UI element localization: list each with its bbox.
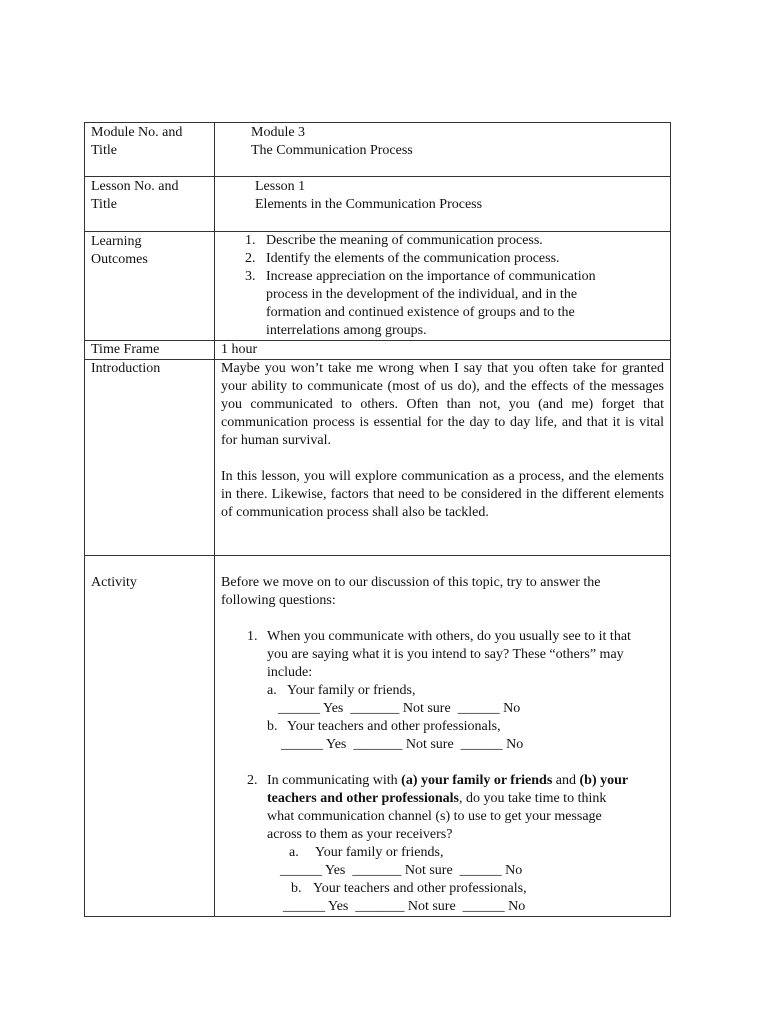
activity-value bbox=[215, 556, 671, 917]
outcome-text: Describe the meaning of communication process. bbox=[266, 233, 543, 248]
outcome-text-line: Increase appreciation on the importance of communication bbox=[266, 269, 596, 284]
question-2-option-b bbox=[221, 880, 664, 898]
outcome-text-line: formation and continued existence of groups and to the bbox=[266, 305, 575, 320]
time-frame-label: Time Frame bbox=[85, 341, 215, 360]
option-text: Your teachers and other professionals, bbox=[287, 719, 501, 734]
option-letter: a. bbox=[289, 845, 299, 860]
question-1-option-b bbox=[221, 718, 664, 736]
module-label-line2: Title bbox=[91, 143, 117, 158]
option-text: Your family or friends, bbox=[315, 845, 444, 860]
lesson-label-line2: Title bbox=[91, 197, 117, 212]
module-title: The Communication Process bbox=[251, 143, 413, 158]
time-frame-row bbox=[85, 341, 671, 360]
outcomes-label-line2: Outcomes bbox=[91, 252, 148, 267]
question-bold-text: (a) your family or friends bbox=[401, 773, 553, 788]
module-row bbox=[85, 123, 671, 177]
outcome-text-line: interrelations among groups. bbox=[266, 323, 427, 338]
outcomes-label bbox=[85, 232, 215, 341]
introduction-value bbox=[215, 360, 671, 556]
activity-label-cell bbox=[85, 556, 215, 917]
answer-line[interactable]: ______ Yes _______ Not sure ______ No bbox=[278, 701, 521, 716]
introduction-row bbox=[85, 360, 671, 556]
module-value bbox=[215, 123, 671, 177]
module-number: Module 3 bbox=[251, 125, 306, 140]
question-number: 1. bbox=[247, 629, 258, 644]
outcome-item bbox=[221, 250, 660, 268]
option-letter: b. bbox=[267, 719, 278, 734]
time-frame-value: 1 hour bbox=[215, 341, 671, 360]
outcomes-label-line1: Learning bbox=[91, 234, 142, 249]
question-text: and bbox=[552, 773, 580, 788]
question-text: When you communicate with others, do you usually see to it that you are saying what it is you intend to say? These “others” may include: bbox=[267, 629, 631, 680]
lesson-row bbox=[85, 177, 671, 232]
question-text: , do you take time to think what communication channel (s) to use to get your message across to them as your receivers? bbox=[267, 791, 607, 842]
module-label-line1: Module No. and bbox=[91, 125, 183, 140]
lesson-label bbox=[85, 177, 215, 232]
outcome-text-line: process in the development of the individual, and in the bbox=[266, 287, 578, 302]
option-letter: b. bbox=[291, 881, 302, 896]
introduction-paragraph: In this lesson, you will explore communication as a process, and the elements in there. Likewise, factors that need to be considered in the different elements of communication process shall also be tackled. bbox=[221, 469, 664, 520]
activity-intro-line: following questions: bbox=[221, 593, 336, 608]
activity-intro-line: Before we move on to our discussion of this topic, try to answer the bbox=[221, 575, 601, 590]
question-2 bbox=[221, 772, 634, 844]
activity-label: Activity bbox=[91, 575, 137, 590]
introduction-paragraph: Maybe you won’t take me wrong when I say that you often take for granted your ability to communicate (most of us do), and the effects of the messages you communicated to others. Often than not, you (and me) forget that communication process is essential for the day to day life, and that it is vital for human survival. bbox=[221, 361, 664, 448]
outcome-number: 3. bbox=[245, 269, 256, 284]
outcome-number: 2. bbox=[245, 251, 256, 266]
lesson-value bbox=[215, 177, 671, 232]
introduction-label: Introduction bbox=[85, 360, 215, 556]
outcomes-value bbox=[215, 232, 671, 341]
outcome-item bbox=[221, 232, 660, 250]
option-text: Your family or friends, bbox=[287, 683, 416, 698]
outcomes-list bbox=[221, 232, 664, 340]
module-label bbox=[85, 123, 215, 177]
answer-line[interactable]: ______ Yes _______ Not sure ______ No bbox=[281, 737, 524, 752]
question-bold-text: (b) your teachers and other professionals bbox=[267, 773, 628, 806]
lesson-label-line1: Lesson No. and bbox=[91, 179, 179, 194]
question-text: In communicating with bbox=[267, 773, 402, 788]
activity-row bbox=[85, 556, 671, 917]
question-2-option-a bbox=[221, 844, 664, 862]
option-letter: a. bbox=[267, 683, 277, 698]
outcome-item bbox=[221, 268, 660, 340]
module-table bbox=[84, 122, 671, 917]
question-1-option-a bbox=[221, 682, 664, 700]
outcomes-row bbox=[85, 232, 671, 341]
lesson-title: Elements in the Communication Process bbox=[255, 197, 483, 212]
answer-line[interactable]: ______ Yes _______ Not sure ______ No bbox=[283, 899, 526, 914]
answer-line[interactable]: ______ Yes _______ Not sure ______ No bbox=[280, 863, 523, 878]
lesson-number: Lesson 1 bbox=[255, 179, 306, 194]
option-text: Your teachers and other professionals, bbox=[313, 881, 527, 896]
outcome-number: 1. bbox=[245, 233, 256, 248]
outcome-text: Identify the elements of the communication process. bbox=[266, 251, 560, 266]
question-1 bbox=[221, 628, 634, 682]
question-number: 2. bbox=[247, 773, 258, 788]
